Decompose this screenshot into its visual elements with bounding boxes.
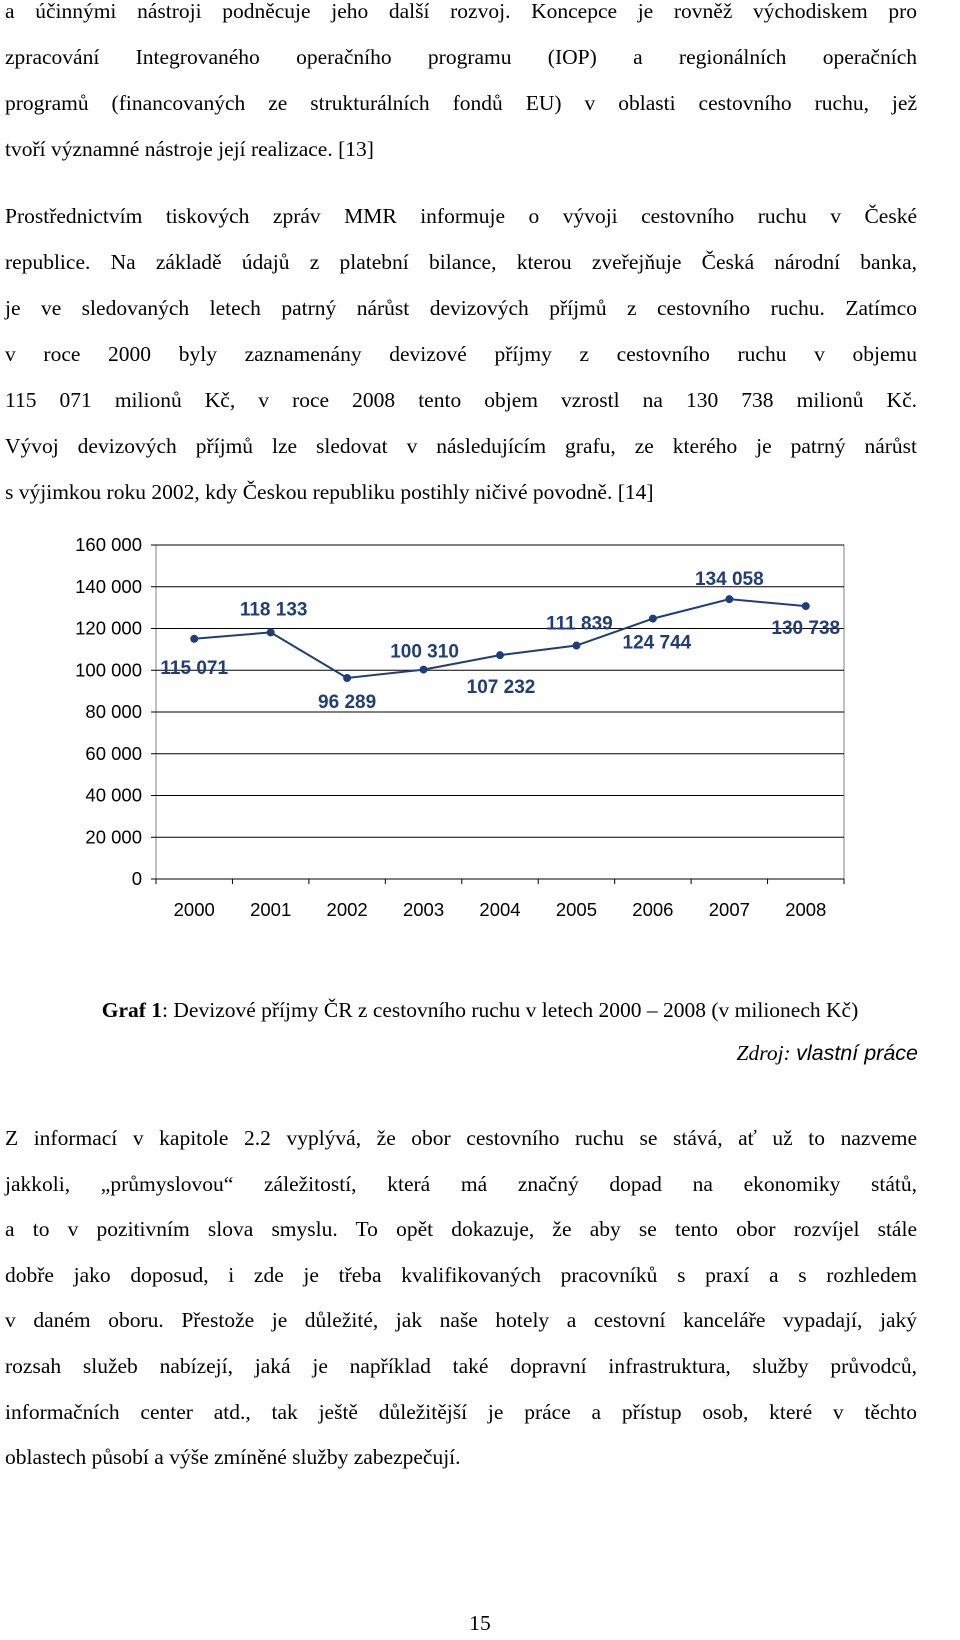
source-value: vlastní práce xyxy=(796,1041,918,1065)
y-tick-label: 160 000 xyxy=(75,534,142,555)
data-point xyxy=(725,595,733,603)
x-tick-label: 2002 xyxy=(326,899,368,920)
x-tick-label: 2003 xyxy=(402,899,445,920)
figure-caption xyxy=(0,998,960,1023)
y-tick-label: 140 000 xyxy=(75,575,142,597)
data-point xyxy=(802,602,810,610)
paragraph-line: programů (financovaných ze strukturálních fondů EU) v oblasti cestovního ruchu, jež xyxy=(5,91,917,115)
data-point xyxy=(420,666,428,674)
y-tick-label: 60 000 xyxy=(85,742,142,764)
y-tick-label: 20 000 xyxy=(85,826,142,848)
paragraph-line: a účinnými nástroji podněcuje jeho další rozvoj. Koncepce je rovněž východiskem pro xyxy=(5,0,917,23)
x-tick-label: 2004 xyxy=(479,899,521,920)
paragraph-line: v roce 2000 byly zaznamenány devizové příjmy z cestovního ruchu v objemu xyxy=(5,342,917,366)
paragraph-line: dobře jako doposud, i zde je třeba kvalifikovaných pracovníků s praxí a s rozhledem xyxy=(5,1262,917,1287)
paragraph-line: oblastech působí a výše zmíněné služby zabezpečují. xyxy=(5,1445,461,1470)
data-label: 107 232 xyxy=(466,677,536,699)
paragraph-line: zpracování Integrovaného operačního programu (IOP) a regionálních operačních xyxy=(5,45,917,69)
chart-svg xyxy=(60,534,880,980)
paragraph-conclusion xyxy=(5,1116,917,1481)
source-label: Zdroj: xyxy=(736,1041,797,1065)
data-label: 96 289 xyxy=(318,691,377,713)
paragraph-line: a to v pozitivním slova smyslu. To opět dokazuje, že aby se tento obor rozvíjel stále xyxy=(5,1217,917,1242)
caption-prefix: Graf 1 xyxy=(101,998,163,1022)
paragraph-line: rozsah služeb nabízejí, jaká je například také dopravní infrastruktura, služby průvodců, xyxy=(5,1353,917,1378)
x-tick-label: 2006 xyxy=(632,899,674,920)
data-point xyxy=(649,615,657,623)
x-tick-label: 2007 xyxy=(708,899,750,920)
y-tick-label: 80 000 xyxy=(85,701,142,722)
paragraph-line: s výjimkou roku 2002, kdy Českou republiku postihly ničivé povodně. [14] xyxy=(5,480,654,504)
data-label: 115 071 xyxy=(160,657,229,679)
paragraph-line: v daném oboru. Přestože je důležité, jak naše hotely a cestovní kanceláře vypadají, jaký xyxy=(5,1308,917,1333)
paragraph-line: jakkoli, „průmyslovou“ záležitostí, která má značný dopad na ekonomiky států, xyxy=(5,1171,917,1196)
page-number: 15 xyxy=(469,1611,491,1635)
y-tick-label: 120 000 xyxy=(75,617,142,639)
paragraph-line: informačních center atd., tak ještě důležitější je práce a přístup osob, které v těchto xyxy=(5,1399,917,1424)
figure-source xyxy=(737,1041,918,1066)
x-tick-label: 2001 xyxy=(250,899,292,920)
data-point xyxy=(496,651,504,659)
paragraph-intro xyxy=(5,0,917,172)
data-point xyxy=(190,635,198,643)
data-label: 118 133 xyxy=(239,599,308,621)
paragraph-line: je ve sledovaných letech patrný nárůst devizových příjmů z cestovního ruchu. Zatímco xyxy=(5,296,917,320)
paragraph-line: Vývoj devizových příjmů lze sledovat v následujícím grafu, ze kterého je patrný nárůst xyxy=(5,434,917,458)
y-tick-label: 0 xyxy=(131,868,142,889)
data-label: 100 310 xyxy=(390,641,459,663)
y-tick-label: 100 000 xyxy=(75,659,142,681)
paragraph-line: tvoří významné nástroje její realizace. [13] xyxy=(5,137,374,161)
paragraph-line: republice. Na základě údajů z platební bilance, kterou zveřejňuje Česká národní banka, xyxy=(5,250,917,274)
x-tick-label: 2000 xyxy=(173,899,215,920)
line-chart xyxy=(60,534,880,980)
caption-text: : Devizové příjmy ČR z cestovního ruchu v letech 2000 – 2008 (v milionech Kč) xyxy=(162,998,859,1022)
data-label: 124 744 xyxy=(622,632,692,654)
y-tick-label: 40 000 xyxy=(85,784,142,806)
data-label: 130 738 xyxy=(771,618,841,640)
data-label: 111 839 xyxy=(546,613,613,635)
data-label: 134 058 xyxy=(694,569,764,591)
paragraph-line: 115 071 milionů Kč, v roce 2008 tento objem vzrostl na 130 738 milionů Kč. xyxy=(5,388,917,412)
data-point xyxy=(572,642,580,650)
x-tick-label: 2008 xyxy=(785,899,827,920)
paragraph-line: Prostřednictvím tiskových zpráv MMR informuje o vývoji cestovního ruchu v České xyxy=(5,204,917,228)
data-point xyxy=(267,628,275,636)
data-point xyxy=(343,674,351,682)
paragraph-mmr-reports xyxy=(5,193,917,515)
paragraph-line: Z informací v kapitole 2.2 vyplývá, že obor cestovního ruchu se stává, ať už to nazveme xyxy=(5,1126,917,1150)
x-tick-label: 2005 xyxy=(555,899,598,920)
